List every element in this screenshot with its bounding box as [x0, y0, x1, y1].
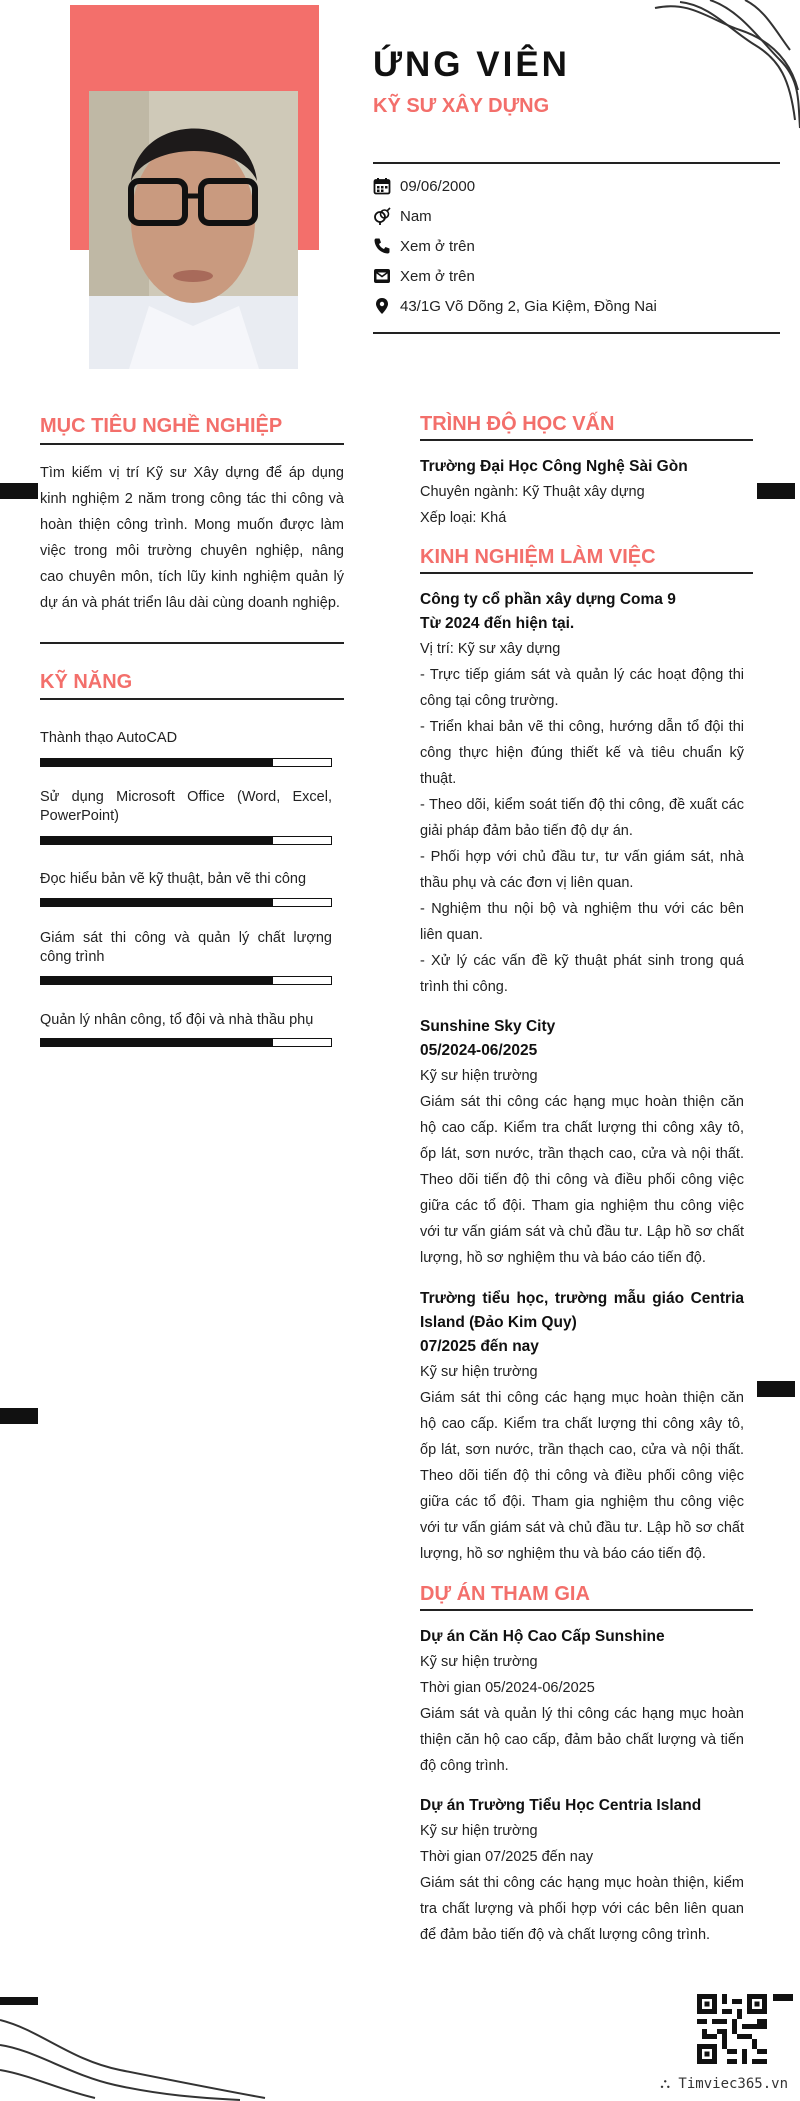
skill-name: Giám sát thi công và quản lý chất lượng công trình: [40, 930, 332, 965]
side-marker-right-2: [757, 1381, 795, 1397]
experience-company: Công ty cổ phần xây dựng Coma 9: [420, 591, 676, 608]
gender-icon: [373, 207, 391, 225]
experience-position: Kỹ sư hiện trường: [420, 1364, 538, 1380]
skill-bar-fill: [41, 837, 273, 844]
experience-item: [420, 1287, 744, 1567]
experience-position: Kỹ sư hiện trường: [420, 1068, 538, 1084]
skills-divider: [40, 698, 344, 700]
experience-period: 07/2025 đến nay: [420, 1338, 539, 1355]
skills-title: KỸ NĂNG: [40, 671, 133, 693]
header-divider-top: [373, 162, 780, 164]
phone-text: Xem ở trên: [400, 237, 475, 255]
avatar: [89, 91, 298, 369]
skill-bar-fill: [41, 759, 273, 766]
wave-decoration-bottom: [0, 1990, 270, 2101]
project-role: Kỹ sư hiện trường: [420, 1823, 538, 1839]
qr-code: [697, 1994, 767, 2064]
side-marker-right-3: [773, 1994, 793, 2001]
skill-bar-fill: [41, 977, 273, 984]
contact-phone: [373, 237, 475, 255]
address-text: 43/1G Võ Dõng 2, Gia Kiệm, Đồng Nai: [400, 297, 657, 315]
footer-brand: [660, 2076, 788, 2092]
objective-divider-bottom: [40, 642, 344, 644]
experience-period: 05/2024-06/2025: [420, 1042, 538, 1059]
project-item: [420, 1794, 744, 1948]
skill-name: Đọc hiểu bản vẽ kỹ thuật, bản vẽ thi công: [40, 871, 307, 887]
experience-description: Giám sát thi công các hạng mục hoàn thiện căn hộ cao cấp. Kiểm tra chất lượng thi công xây tô, ốp lát, sơn nước, trần thạch cao, cửa và nội thất. Theo dõi tiến độ thi công và điều phối công việc giữa các tổ đội. Tham gia nghiệm thu công việc với tư vấn giám sát và chủ đầu tư. Lập hồ sơ chất lượng, hồ sơ nghiệm thu và báo cáo tiến độ.: [420, 1094, 744, 1266]
projects-title: DỰ ÁN THAM GIA: [420, 1583, 590, 1605]
experience-bullet: - Trực tiếp giám sát và quản lý các hoạt động thi công tại công trường.: [420, 667, 744, 709]
phone-icon: [373, 237, 391, 255]
objective-text: Tìm kiếm vị trí Kỹ sư Xây dựng để áp dụng kinh nghiệm 2 năm trong công tác thi công và hoàn thiện công trình. Mong muốn được làm việc trong môi trường chuyên nghiệp, nâng cao chuyên môn, tích lũy kinh nghiệm quản lý dự án và phát triển lâu dài cùng doanh nghiệp.: [40, 465, 344, 611]
education-major: Chuyên ngành: Kỹ Thuật xây dựng: [420, 484, 645, 500]
skill-bar: [40, 898, 332, 907]
experience-bullet: - Nghiệm thu nội bộ và nghiệm thu với các bên liên quan.: [420, 901, 744, 943]
job-title: KỸ SƯ XÂY DỰNG: [373, 95, 550, 117]
skill-bar: [40, 758, 332, 767]
brand-icon: ⛬: [660, 2076, 679, 2092]
project-name: Dự án Trường Tiểu Học Centria Island: [420, 1797, 702, 1814]
project-name: Dự án Căn Hộ Cao Cấp Sunshine: [420, 1628, 665, 1645]
project-description: Giám sát thi công các hạng mục hoàn thiện, kiểm tra chất lượng và phối hợp với các bên liên quan để đảm bảo tiến độ và chất lượng công trình.: [420, 1875, 744, 1943]
project-role: Kỹ sư hiện trường: [420, 1654, 538, 1670]
location-icon: [373, 297, 391, 315]
education-divider: [420, 439, 753, 441]
experience-item: [420, 588, 744, 1000]
experience-divider: [420, 572, 753, 574]
skill-bar: [40, 1038, 332, 1047]
project-time: Thời gian 07/2025 đến nay: [420, 1849, 594, 1865]
footer-brand-text: Timviec365.vn: [678, 2076, 788, 2092]
birthdate-text: 09/06/2000: [400, 177, 476, 195]
email-icon: [373, 267, 391, 285]
experience-description: Giám sát thi công các hạng mục hoàn thiện căn hộ cao cấp. Kiểm tra chất lượng thi công xây tô, ốp lát, sơn nước, trần thạch cao, cửa và nội thất. Theo dõi tiến độ thi công và điều phối công việc giữa các tổ đội. Tham gia nghiệm thu công việc với tư vấn giám sát và chủ đầu tư. Lập hồ sơ chất lượng, hồ sơ nghiệm thu và báo cáo tiến độ.: [420, 1390, 744, 1562]
experience-title: KINH NGHIỆM LÀM VIỆC: [420, 546, 656, 568]
experience-bullet: - Triển khai bản vẽ thi công, hướng dẫn tổ đội thi công thực hiện đúng thiết kế và tiêu chuẩn kỹ thuật.: [420, 719, 744, 787]
skill-bar: [40, 976, 332, 985]
objective-title: MỤC TIÊU NGHỀ NGHIỆP: [40, 415, 283, 437]
education-title: TRÌNH ĐỘ HỌC VẤN: [420, 413, 615, 435]
contact-email: [373, 267, 475, 285]
email-text: Xem ở trên: [400, 267, 475, 285]
calendar-icon: [373, 177, 391, 195]
experience-bullet: - Theo dõi, kiểm soát tiến độ thi công, đề xuất các giải pháp đảm bảo tiến độ dự án.: [420, 797, 744, 839]
projects-divider: [420, 1609, 753, 1611]
skill-bar: [40, 836, 332, 845]
education-school: Trường Đại Học Công Nghệ Sài Gòn: [420, 458, 688, 475]
project-time: Thời gian 05/2024-06/2025: [420, 1680, 595, 1696]
education-grade: Xếp loại: Khá: [420, 510, 507, 526]
skill-name: Thành thạo AutoCAD: [40, 730, 178, 746]
skill-bar-fill: [41, 1039, 273, 1046]
skill-name: Sử dụng Microsoft Office (Word, Excel, PowerPoint): [40, 789, 332, 824]
project-description: Giám sát và quản lý thi công các hạng mục hoàn thiện căn hộ cao cấp, đảm bảo chất lượng và tiến độ công trình.: [420, 1706, 744, 1774]
wave-decoration-top: [650, 0, 800, 130]
experience-bullet: - Xử lý các vấn đề kỹ thuật phát sinh trong quá trình thi công.: [420, 953, 744, 995]
side-marker-right-1: [757, 483, 795, 499]
project-item: [420, 1625, 744, 1779]
experience-bullet: - Phối hợp với chủ đầu tư, tư vấn giám sát, nhà thầu phụ và các đơn vị liên quan.: [420, 849, 744, 891]
experience-period: Từ 2024 đến hiện tại.: [420, 615, 575, 632]
experience-position: Vị trí: Kỹ sư xây dựng: [420, 641, 561, 657]
objective-divider: [40, 443, 344, 445]
experience-item: [420, 1015, 744, 1271]
side-marker-left-2: [0, 1408, 38, 1424]
header-divider-bottom: [373, 332, 780, 334]
gender-text: Nam: [400, 207, 432, 225]
experience-company: Sunshine Sky City: [420, 1018, 556, 1035]
contact-gender: [373, 207, 432, 225]
candidate-name: ỨNG VIÊN: [373, 45, 570, 84]
side-marker-left-1: [0, 483, 38, 499]
skill-bar-fill: [41, 899, 273, 906]
contact-address: [373, 297, 657, 315]
experience-company: Trường tiểu học, trường mẫu giáo Centria Island (Đảo Kim Quy): [420, 1290, 744, 1331]
skill-name: Quản lý nhân công, tổ đội và nhà thầu phụ: [40, 1012, 314, 1028]
contact-birthdate: [373, 177, 475, 195]
